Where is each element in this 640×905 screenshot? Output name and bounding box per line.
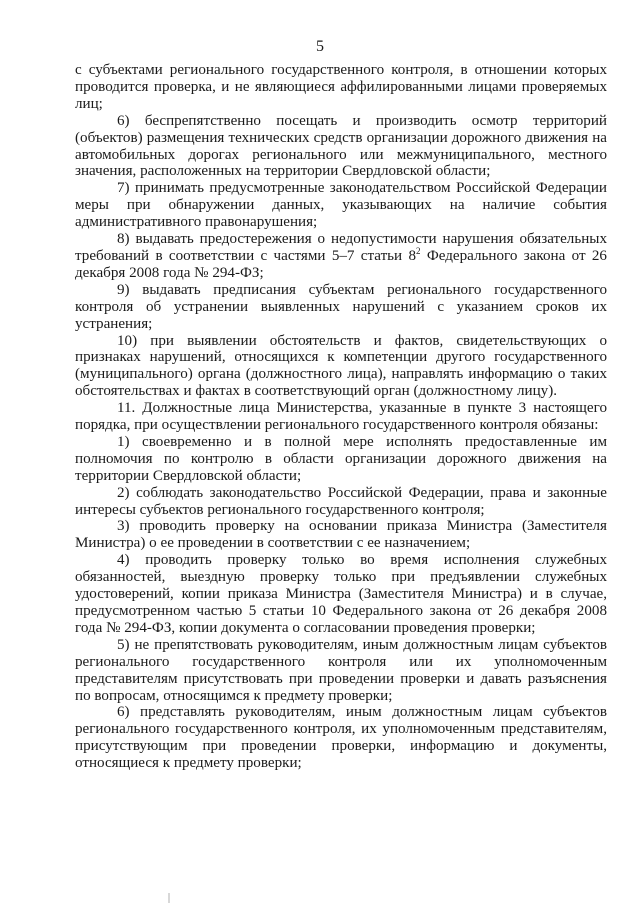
paragraph-item-8-text-start: 8) выдавать предостережения о недопустимости нарушения обязательных требований в соответствии с частями 5–7 статьи 8 [75,231,607,264]
page-number: 5 [316,38,324,55]
paragraph-item-6: 6) беспрепятственно посещать и производить осмотр территорий (объектов) размещения технических средств организации дорожного движения на автомобильных дорогах регионального или межмуниципального, местного значения, расположенных на территории Свердловской области; [75,112,607,180]
paragraph-item-10: 10) при выявлении обстоятельств и фактов, свидетельствующих о признаках нарушений, относящихся к компетенции другого государственного (муниципального) органа (должностного лица), направлять информацию о таких обстоятельствах и фактах в соответствующий орган (должностному лицу). [75,332,607,400]
paragraph-duty-6: 6) представлять руководителям, иным должностным лицам субъектов регионального государственного контроля, их уполномоченным представителям, присутствующим при проведении проверки, информацию и документы, относящиеся к предмету проверки; [75,704,607,772]
paragraph-duty-1: 1) своевременно и в полной мере исполнять предоставленные им полномочия по контролю в области организации дорожного движения на территории Свердловской области; [75,433,607,484]
paragraph-item-8-text-end: Федерального закона от 26 декабря 2008 года № 294-ФЗ; [75,247,607,281]
paragraph-continuation: с субъектами регионального государственного контроля, в отношении которых проводится проверка, и не являющиеся аффилированными лицами проверяемых лиц; [75,62,607,112]
paragraph-item-7: 7) принимать предусмотренные законодательством Российской Федерации меры при обнаружении данных, указывающих на наличие события административного правонарушения; [75,180,607,231]
paragraph-item-9: 9) выдавать предписания субъектам регионального государственного контроля об устранении выявленных нарушений с указанием сроков их устранения; [75,281,607,332]
paragraph-duty-3: 3) проводить проверку на основании приказа Министра (Заместителя Министра) о ее проведении в соответствии с ее назначением; [75,518,607,552]
paragraph-duty-2: 2) соблюдать законодательство Российской Федерации, права и законные интересы субъектов регионального государственного контроля; [75,484,607,518]
paragraph-item-8 [75,231,607,282]
article-superscript: 2 [416,245,421,256]
paragraph-clause-11: 11. Должностные лица Министерства, указанные в пункте 3 настоящего порядка, при осуществлении регионального государственного контроля обязаны: [75,400,607,434]
paragraph-duty-5: 5) не препятствовать руководителям, иным должностным лицам субъектов регионального государственного контроля или их уполномоченным представителям присутствовать при проведении проверки и давать разъяснения по вопросам, относящимся к предмету проверки; [75,636,607,704]
scan-artifact [168,893,170,903]
document-body [75,62,607,772]
paragraph-duty-4: 4) проводить проверку только во время исполнения служебных обязанностей, выездную проверку только при предъявлении служебных удостоверений, копии приказа Министра (Заместителя Министра) и в случае, предусмотренном частью 5 статьи 10 Федерального закона от 26 декабря 2008 года № 294-ФЗ, копии документа о согласовании проведения проверки; [75,552,607,636]
